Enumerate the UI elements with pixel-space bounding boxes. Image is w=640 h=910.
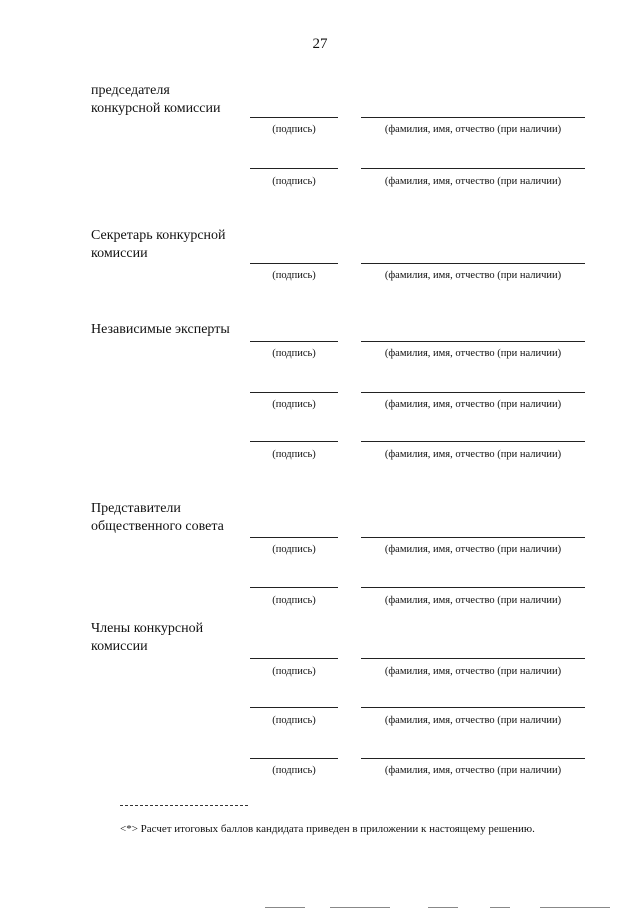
signature-line	[250, 168, 338, 169]
signature-line	[250, 441, 338, 442]
signature-line	[250, 341, 338, 342]
name-line	[361, 441, 585, 442]
experts-label-line1: Независимые эксперты	[91, 322, 230, 337]
name-caption: (фамилия, имя, отчество (при наличии)	[384, 544, 562, 555]
signature-caption: (подпись)	[272, 765, 316, 776]
scan-artifact	[428, 907, 458, 908]
name-line	[361, 117, 585, 118]
name-line	[361, 168, 585, 169]
scan-artifact	[265, 907, 305, 908]
section-label-chairman	[91, 82, 220, 118]
signature-line	[250, 117, 338, 118]
chairman-label-line2: конкурсной комиссии	[91, 101, 221, 116]
name-caption: (фамилия, имя, отчество (при наличии)	[384, 666, 562, 677]
name-line	[361, 758, 585, 759]
name-caption: (фамилия, имя, отчество (при наличии)	[384, 176, 562, 187]
name-line	[361, 707, 585, 708]
name-caption: (фамилия, имя, отчество (при наличии)	[384, 765, 562, 776]
signature-line	[250, 263, 338, 264]
signature-line	[250, 537, 338, 538]
signature-caption: (подпись)	[272, 666, 316, 677]
signature-caption: (подпись)	[272, 715, 316, 726]
signature-caption: (подпись)	[272, 449, 316, 460]
section-label-experts	[91, 321, 230, 339]
name-line	[361, 587, 585, 588]
council-label-line1: Представители	[91, 501, 181, 516]
signature-caption: (подпись)	[272, 399, 316, 410]
name-caption: (фамилия, имя, отчество (при наличии)	[384, 715, 562, 726]
footnote-text: <*> Расчет итоговых баллов кандидата приведен в приложении к настоящему решению.	[120, 823, 535, 835]
name-line	[361, 537, 585, 538]
name-caption: (фамилия, имя, отчество (при наличии)	[384, 595, 562, 606]
signature-caption: (подпись)	[272, 176, 316, 187]
secretary-label-line2: комиссии	[91, 246, 148, 261]
signature-line	[250, 658, 338, 659]
signature-line	[250, 587, 338, 588]
signature-line	[250, 707, 338, 708]
scan-artifact	[490, 907, 510, 908]
name-caption: (фамилия, имя, отчество (при наличии)	[384, 348, 562, 359]
section-label-members	[91, 620, 203, 656]
signature-line	[250, 392, 338, 393]
name-line	[361, 392, 585, 393]
signature-caption: (подпись)	[272, 348, 316, 359]
chairman-label-line1: председателя	[91, 83, 170, 98]
name-line	[361, 341, 585, 342]
name-caption: (фамилия, имя, отчество (при наличии)	[384, 270, 562, 281]
signature-caption: (подпись)	[272, 544, 316, 555]
name-caption: (фамилия, имя, отчество (при наличии)	[384, 399, 562, 410]
signature-caption: (подпись)	[272, 124, 316, 135]
council-label-line2: общественного совета	[91, 519, 224, 534]
signature-line	[250, 758, 338, 759]
footnote-separator	[120, 805, 248, 806]
section-label-council	[91, 500, 224, 536]
section-label-secretary	[91, 227, 226, 263]
scan-artifact	[330, 907, 390, 908]
page-number: 27	[312, 36, 328, 52]
members-label-line1: Члены конкурсной	[91, 621, 204, 636]
signature-caption: (подпись)	[272, 270, 316, 281]
name-caption: (фамилия, имя, отчество (при наличии)	[384, 449, 562, 460]
name-caption: (фамилия, имя, отчество (при наличии)	[384, 124, 562, 135]
name-line	[361, 263, 585, 264]
scan-artifact	[540, 907, 610, 908]
signature-caption: (подпись)	[272, 595, 316, 606]
name-line	[361, 658, 585, 659]
members-label-line2: комиссии	[91, 639, 148, 654]
secretary-label-line1: Секретарь конкурсной	[91, 228, 226, 243]
